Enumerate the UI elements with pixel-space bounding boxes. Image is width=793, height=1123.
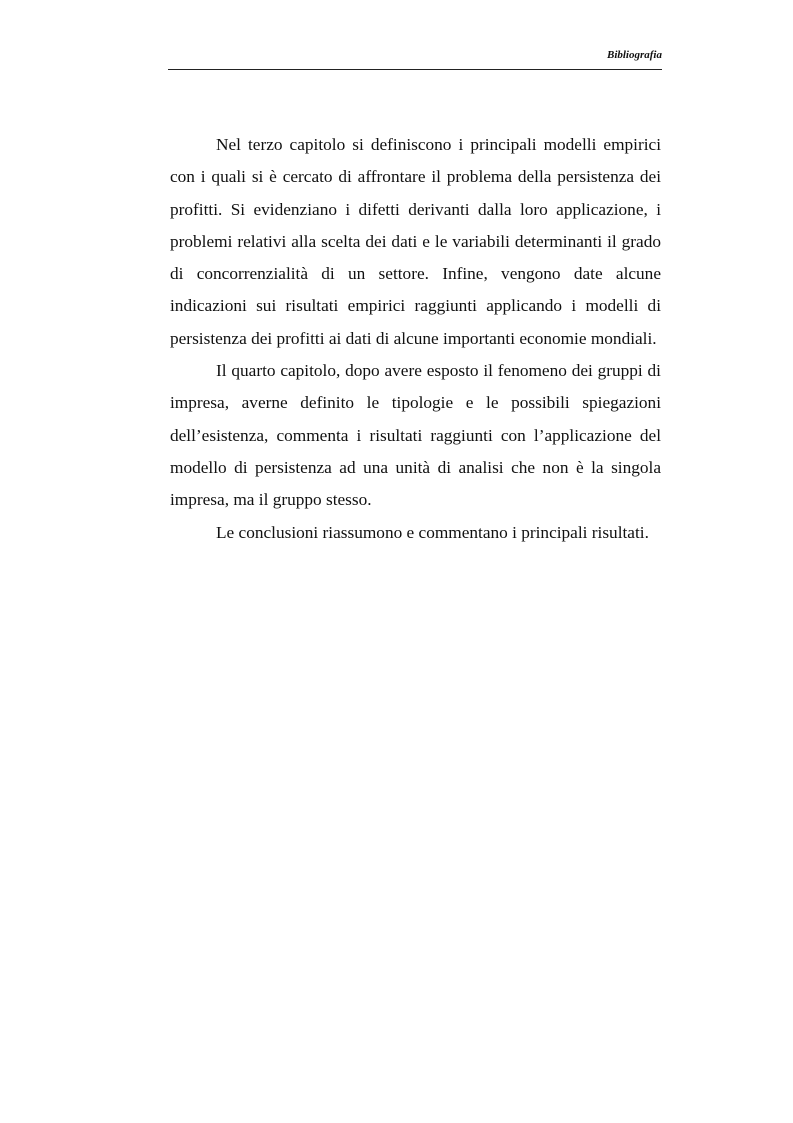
body-text [170,129,661,549]
running-header: Bibliografia [606,49,662,61]
header-rule [168,69,662,70]
paragraph-conclusions: Le conclusioni riassumono e commentano i principali risultati. [216,522,649,542]
paragraph-third-chapter: Nel terzo capitolo si definiscono i principali modelli empirici con i quali si è cercato di affrontare il problema della persistenza dei profitti. Si evidenziano i difetti derivanti dalla loro applicazione, i problemi relativi alla scelta dei dati e le variabili determinanti il grado di concorrenzialità di un settore. Infine, vengono date alcune indicazioni sui risultati empirici raggiunti applicando i modelli di persistenza dei profitti ai dati di alcune importanti economie mondiali. [170,135,661,348]
paragraph-fourth-chapter: Il quarto capitolo, dopo avere esposto il fenomeno dei gruppi di impresa, averne definito le tipologie e le possibili spiegazioni dell’esistenza, commenta i risultati raggiunti con l’applicazione del modello di persistenza ad una unità di analisi che non è la singola impresa, ma il gruppo stesso. [170,361,661,510]
